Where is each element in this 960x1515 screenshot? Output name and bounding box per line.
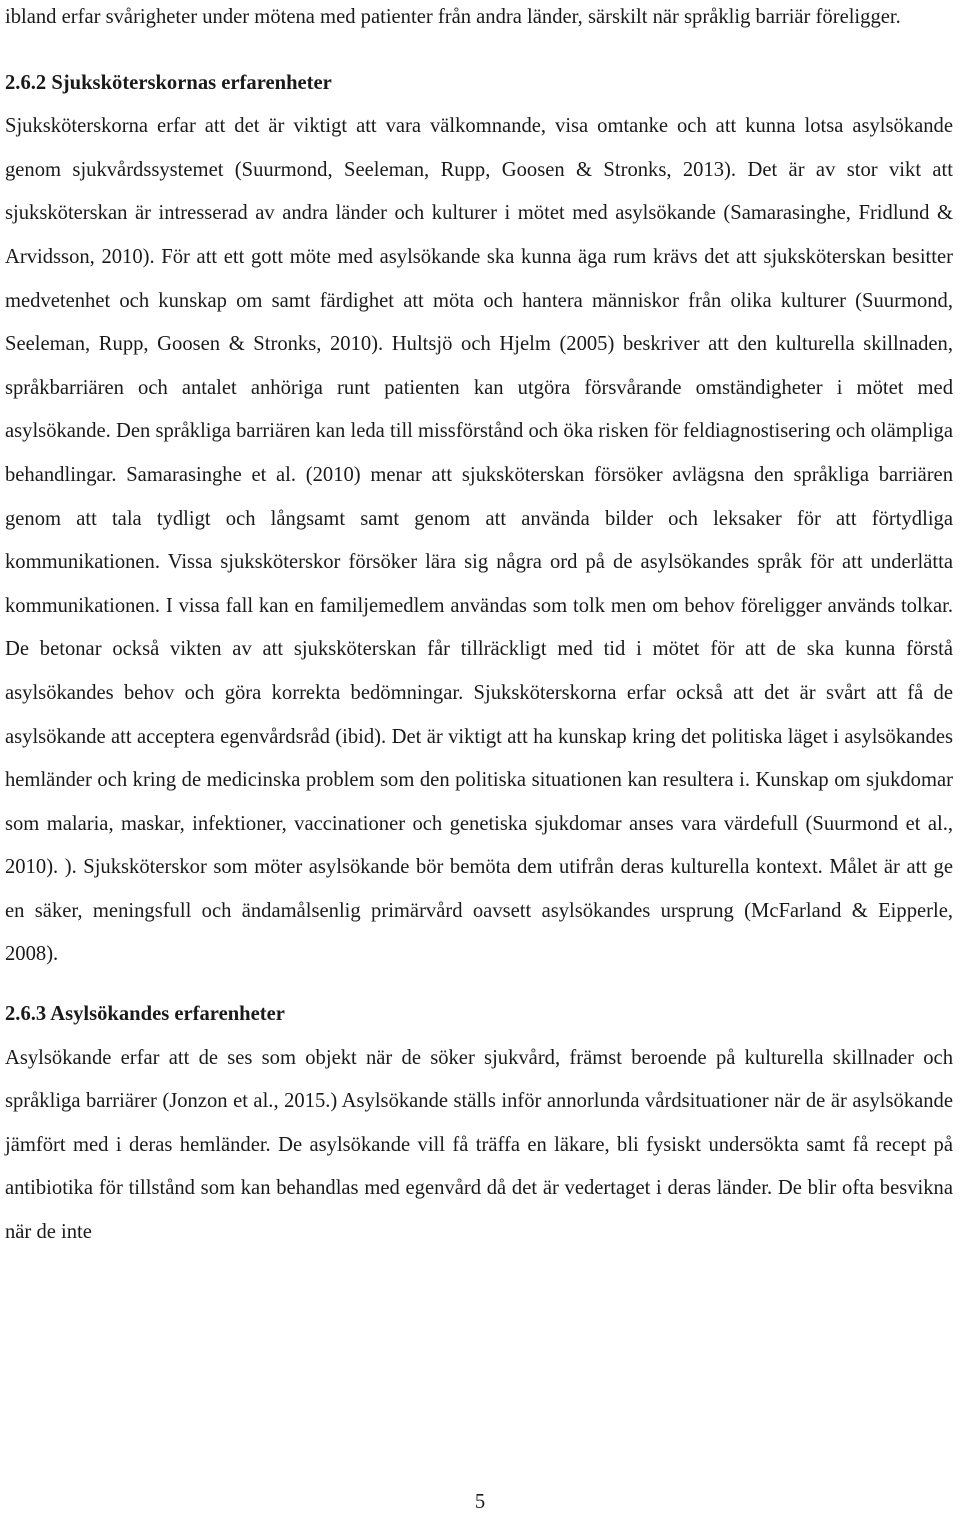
section-spacer <box>5 40 953 62</box>
section-heading-2-6-2: 2.6.2 Sjuksköterskornas erfarenheter <box>5 71 332 94</box>
intro-paragraph-fragment: ibland erfar svårigheter under mötena med patienter från andra länder, särskilt när språklig barriär föreligger. <box>5 6 901 28</box>
section-2-6-2-paragraph: Sjuksköterskorna erfar att det är viktigt att vara välkomnande, visa omtanke och att kunna lotsa asylsökande genom sjukvårdssystemet (Suurmond, Seeleman, Rupp, Goosen & Stronks, 2013). Det är av stor vikt att sjuksköterskan är intresserad av andra länder och kulturer i mötet med asylsökande (Samarasinghe, Fridlund & Arvidsson, 2010). För att ett gott möte med asylsökande ska kunna äga rum krävs det att sjuksköterskan besitter medvetenhet och kunskap om samt färdighet att möta och hantera människor från olika kulturer (Suurmond, Seeleman, Rupp, Goosen & Stronks, 2010). Hultsjö och Hjelm (2005) beskriver att den kulturella skillnaden, språkbarriären och antalet anhöriga runt patienten kan utgöra försvårande omständigheter i mötet med asylsökande. Den språkliga barriären kan leda till missförstånd och öka risken för feldiagnostisering och olämpliga behandlingar. Samarasinghe et al. (2010) menar att sjuksköterskan försöker avlägsna den språkliga barriären genom att tala tydligt och långsamt samt genom att använda bilder och leksaker för att förtydliga kommunikationen. Vissa sjuksköterskor försöker lära sig några ord på de asylsökandes språk för att underlätta kommunikationen. I vissa fall kan en familjemedlem användas som tolk men om behov föreligger används tolkar. De betonar också vikten av att sjuksköterskan får tillräckligt med tid i mötet för att de ska kunna förstå asylsökandes behov och göra korrekta bedömningar. Sjuksköterskorna erfar också att det är svårt att få de asylsökande att acceptera egenvårdsråd (ibid). Det är viktigt att ha kunskap kring det politiska läget i asylsökandes hemländer och kring de medicinska problem som den politiska situationen kan resultera i. Kunskap om sjukdomar som malaria, maskar, infektioner, vaccinationer och genetiska sjukdomar anses vara värdefull (Suurmond et al., 2010). ). Sjuksköterskor som möter asylsökande bör bemöta dem utifrån deras kulturella kontext. Målet är att ge en säker, meningsfull och ändamålsenlig primärvård oavsett asylsökandes ursprung (McFarland & Eipperle, 2008). <box>5 115 953 966</box>
page-number: 5 <box>474 1491 486 1513</box>
section-heading-2-6-3: 2.6.3 Asylsökandes erfarenheter <box>5 1003 285 1026</box>
section-2-6-3-paragraph: Asylsökande erfar att de ses som objekt när de söker sjukvård, främst beroende på kulturella skillnader och språkliga barriärer (Jonzon et al., 2015.) Asylsökande ställs inför annorlunda vårdsituationer när de är asylsökande jämfört med i deras hemländer. De asylsökande vill få träffa en läkare, bli fysiskt undersökta samt få recept på antibiotika för tillstånd som kan behandlas med egenvård då det är vedertaget i deras länder. De blir ofta besvikna när de inte <box>5 1046 953 1244</box>
section-spacer <box>5 977 953 993</box>
page-content <box>5 0 953 1255</box>
